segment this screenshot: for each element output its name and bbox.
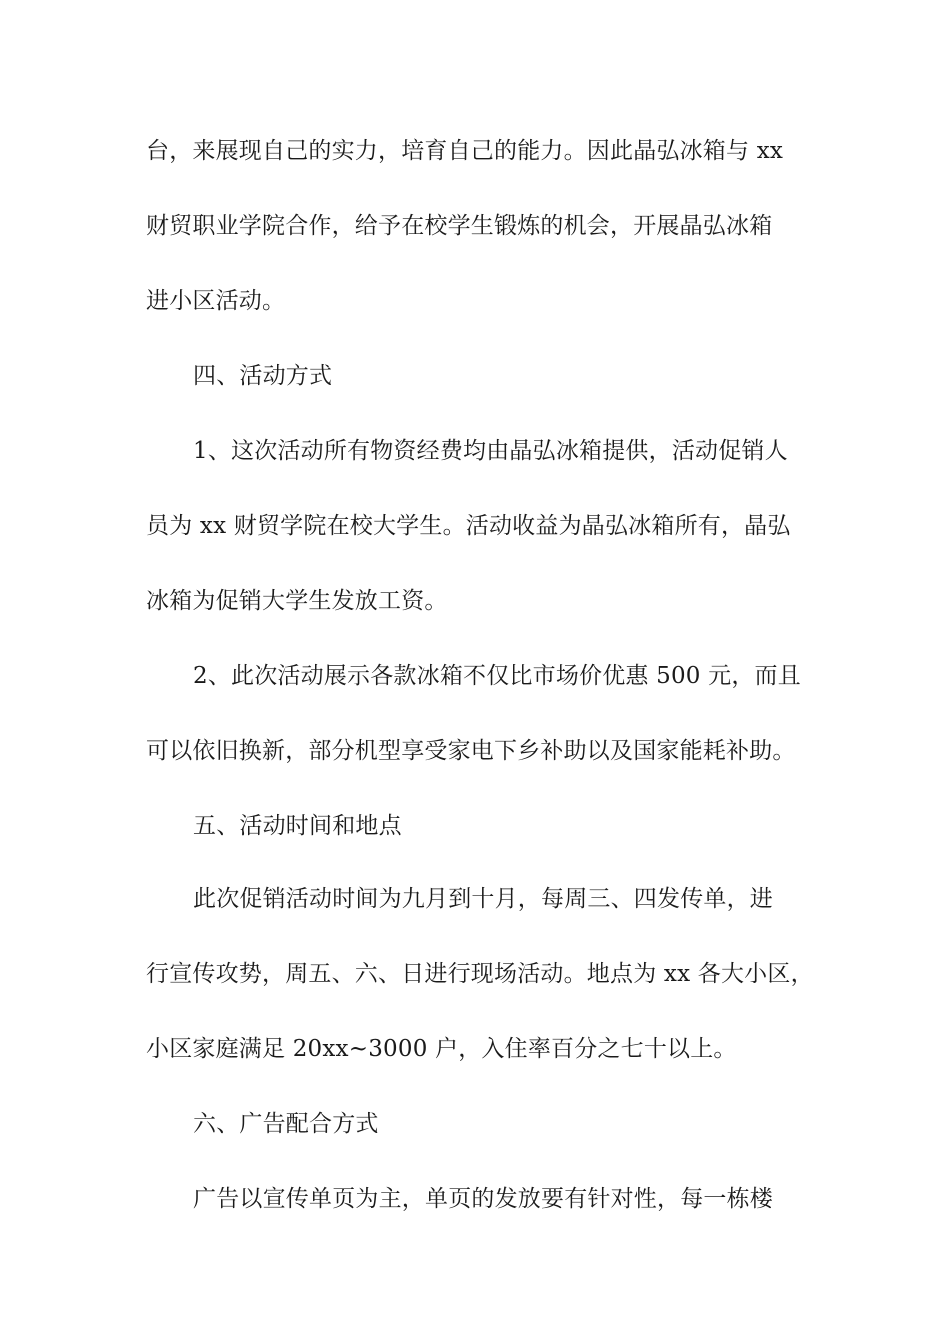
body-text-line: 台，来展现自己的实力，培育自己的能力。因此晶弘冰箱与 xx bbox=[146, 138, 784, 164]
body-text-line: 财贸职业学院合作，给予在校学生锻炼的机会，开展晶弘冰箱 bbox=[146, 213, 773, 239]
body-text-line: 可以依旧换新，部分机型享受家电下乡补助以及国家能耗补助。 bbox=[146, 738, 796, 764]
section-heading: 六、广告配合方式 bbox=[193, 1111, 379, 1137]
body-text-line: 广告以宣传单页为主，单页的发放要有针对性，每一栋楼 bbox=[193, 1186, 773, 1212]
body-text-line: 冰箱为促销大学生发放工资。 bbox=[146, 588, 448, 614]
body-text-line: 行宣传攻势，周五、六、日进行现场活动。地点为 xx 各大小区， bbox=[146, 961, 814, 987]
body-text-line: 小区家庭满足 20xx~3000 户，入住率百分之七十以上。 bbox=[146, 1036, 737, 1062]
body-text-line: 进小区活动。 bbox=[146, 288, 286, 314]
body-text-line: 员为 xx 财贸学院在校大学生。活动收益为晶弘冰箱所有，晶弘 bbox=[146, 513, 791, 539]
section-heading: 四、活动方式 bbox=[193, 363, 333, 389]
body-text-line: 1、这次活动所有物资经费均由晶弘冰箱提供，活动促销人 bbox=[193, 438, 788, 464]
section-heading: 五、活动时间和地点 bbox=[193, 813, 402, 839]
body-text-line: 此次促销活动时间为九月到十月，每周三、四发传单，进 bbox=[193, 886, 773, 912]
body-text-line: 2、此次活动展示各款冰箱不仅比市场价优惠 500 元，而且 bbox=[193, 663, 801, 689]
